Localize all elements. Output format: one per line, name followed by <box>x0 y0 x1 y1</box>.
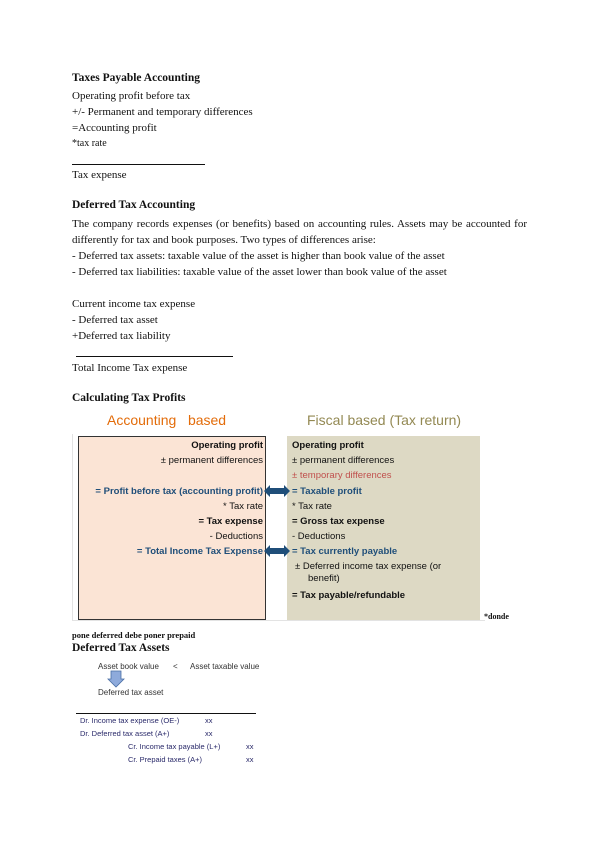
right-tax-rate: * Tax rate <box>292 501 332 512</box>
journal-value-1: xx <box>205 716 213 725</box>
right-deferred-income-tax: ± Deferred income tax expense (or <box>295 561 442 572</box>
right-operating-profit: Operating profit <box>292 440 364 451</box>
deferred-tax-heading: Deferred Tax Accounting <box>72 199 196 211</box>
right-tax-payable-refundable: = Tax payable/refundable <box>292 590 406 601</box>
taxes-payable-heading: Taxes Payable Accounting <box>72 72 201 84</box>
deferred-tax-asset-result: Deferred tax asset <box>98 688 164 697</box>
taxes-payable-line-2: +/- Permanent and temporary differences <box>72 106 253 118</box>
right-taxable-profit: = Taxable profit <box>292 486 362 497</box>
down-arrow-icon <box>107 670 125 688</box>
journal-divider <box>76 713 256 714</box>
journal-value-3: xx <box>246 742 254 751</box>
right-deferred-benefit: benefit) <box>308 573 340 584</box>
side-note: *donde <box>484 612 509 621</box>
right-gross-tax-expense: = Gross tax expense <box>292 516 385 527</box>
left-operating-profit: Operating profit <box>191 440 263 451</box>
deferred-assets-heading: Deferred Tax Assets <box>72 642 170 654</box>
taxes-payable-divider <box>72 164 205 165</box>
deferred-calc-line-1: Current income tax expense <box>72 298 196 310</box>
deferred-calc-line-3: +Deferred tax liability <box>72 330 171 342</box>
figure-caption: pone deferred debe poner prepaid <box>72 630 196 640</box>
journal-cr-prepaid-taxes: Cr. Prepaid taxes (A+) <box>128 755 202 764</box>
taxes-payable-line-3: =Accounting profit <box>72 122 157 134</box>
compare-taxable-value: Asset taxable value <box>190 662 260 671</box>
compare-book-value: Asset book value <box>98 662 159 671</box>
connector-arrow-top-icon <box>262 483 292 499</box>
deferred-tax-bullet-2: - Deferred tax liabilities: taxable value of the asset lower than book value of the asset <box>72 266 447 278</box>
left-tax-expense: = Tax expense <box>198 516 263 527</box>
deferred-calc-result: Total Income Tax expense <box>72 362 188 374</box>
left-total-income-tax-expense: = Total Income Tax Expense <box>136 546 263 557</box>
journal-cr-income-tax-payable: Cr. Income tax payable (L+) <box>128 742 221 751</box>
right-deductions: - Deductions <box>292 531 346 542</box>
right-temporary-differences: ± temporary differences <box>292 470 392 481</box>
taxes-payable-line-1: Operating profit before tax <box>72 90 191 102</box>
compare-operator: < <box>173 662 178 671</box>
calc-profits-heading: Calculating Tax Profits <box>72 392 186 404</box>
journal-value-2: xx <box>205 729 213 738</box>
fiscal-based-title: Fiscal based (Tax return) <box>307 412 462 428</box>
journal-value-4: xx <box>246 755 254 764</box>
taxes-payable-line-4: *tax rate <box>72 138 107 149</box>
right-permanent-differences: ± permanent differences <box>292 455 395 466</box>
deferred-tax-bullet-1: - Deferred tax assets: taxable value of the asset is higher than book value of the asset <box>72 250 445 262</box>
right-tax-currently-payable: = Tax currently payable <box>292 546 398 557</box>
deferred-calc-line-2: - Deferred tax asset <box>72 314 158 326</box>
taxes-payable-result: Tax expense <box>72 169 127 181</box>
left-deductions: - Deductions <box>209 531 263 542</box>
journal-dr-income-tax-expense: Dr. Income tax expense (OE-) <box>80 716 180 725</box>
deferred-tax-paragraph: The company records expenses (or benefits) based on accounting rules. Assets may be accounted for differently for tax and book purposes. Two types of differences arise: <box>72 218 527 246</box>
left-tax-rate: * Tax rate <box>223 501 263 512</box>
accounting-based-title: Accounting based <box>107 412 227 428</box>
left-permanent-differences: ± permanent differences <box>160 455 263 466</box>
connector-arrow-bottom-icon <box>262 543 292 559</box>
deferred-calc-divider <box>76 356 233 357</box>
journal-dr-deferred-tax-asset: Dr. Deferred tax asset (A+) <box>80 729 170 738</box>
left-profit-before-tax: = Profit before tax (accounting profit) <box>95 486 263 497</box>
